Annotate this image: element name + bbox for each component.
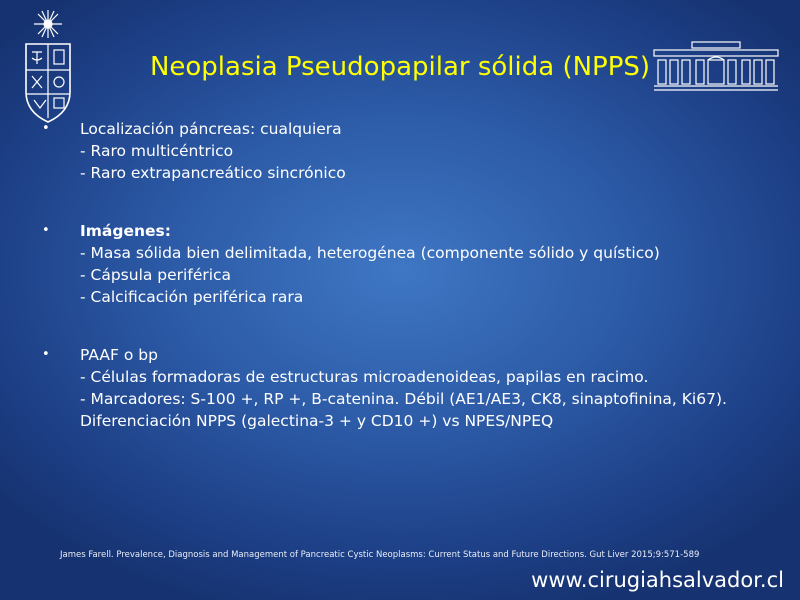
website-url: www.cirugiahsalvador.cl	[531, 568, 784, 592]
slide-title: Neoplasia Pseudopapilar sólida (NPPS)	[149, 52, 651, 82]
bullet-heading: PAAF o bp	[80, 346, 158, 364]
bullet-heading: Imágenes:	[80, 222, 171, 240]
bullet-dot: •	[42, 347, 50, 362]
bullet-line: - Raro multicéntrico	[80, 142, 234, 160]
bullet-line: - Masa sólida bien delimitada, heterogénea (componente sólido y quístico)	[80, 244, 660, 262]
bullet-line: - Raro extrapancreático sincrónico	[80, 164, 346, 182]
bullet-line: - Células formadoras de estructuras microadenoideas, papilas en racimo.	[80, 368, 649, 386]
reference-citation: James Farell. Prevalence, Diagnosis and Management of Pancreatic Cystic Neoplasms: Current Status and Future Directions. Gut Liver 2015;9:571-589	[60, 550, 700, 560]
bullet-dot: •	[42, 121, 50, 136]
bullet-line: - Marcadores: S-100 +, RP +, B-catenina. Débil (AE1/AE3, CK8, sinaptofinina, Ki67).	[80, 390, 727, 408]
bullet-line: - Cápsula periférica	[80, 266, 232, 284]
bullet-dot: •	[42, 223, 50, 238]
bullet-line: Diferenciación NPPS (galectina-3 + y CD10 +) vs NPES/NPEQ	[80, 412, 554, 430]
bullet-heading: Localización páncreas: cualquiera	[80, 120, 342, 138]
bullet-line: - Calcificación periférica rara	[80, 288, 304, 306]
